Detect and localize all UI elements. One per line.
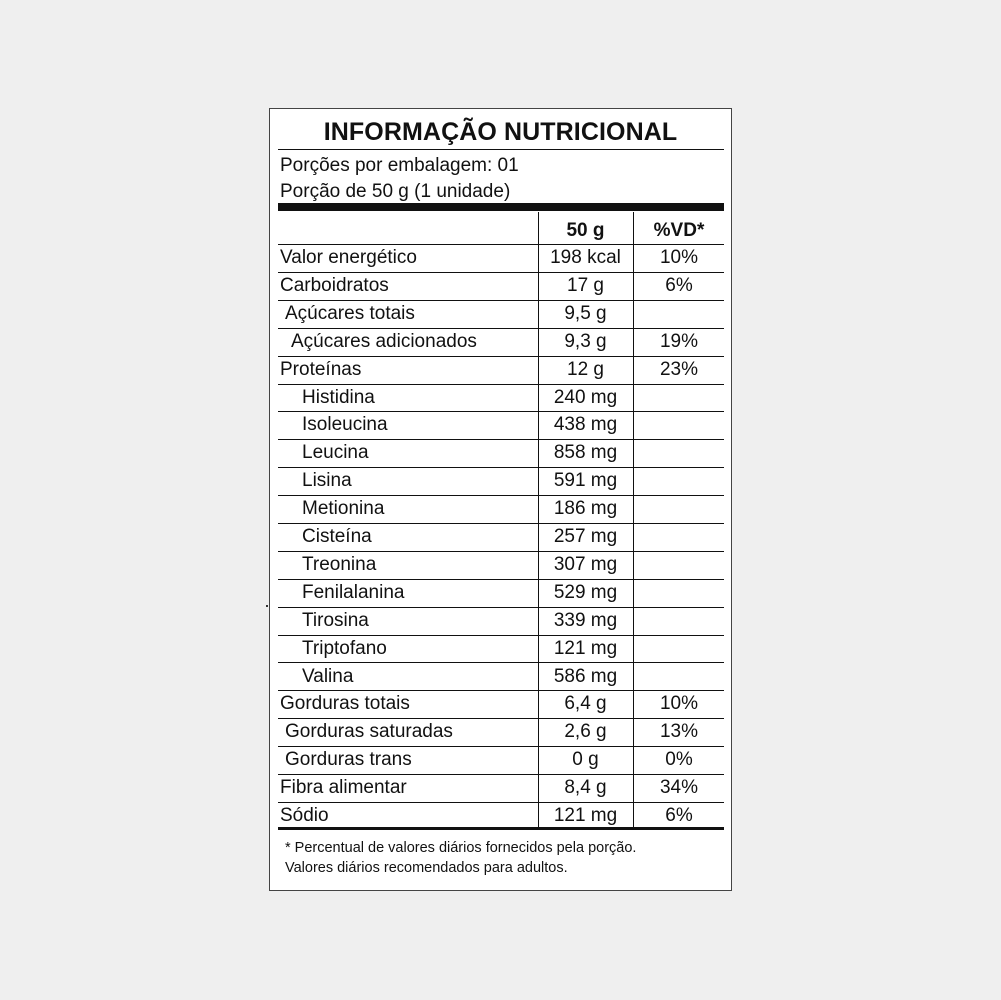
- nutrient-amount: 339 mg: [553, 609, 618, 631]
- stray-mark: [266, 605, 268, 607]
- nutrient-name: Valina: [302, 665, 354, 687]
- nutrient-name: Gorduras totais: [280, 693, 410, 715]
- nutrient-name: Valor energético: [280, 247, 417, 268]
- nutrient-amount: 438 mg: [553, 414, 618, 436]
- nutrient-name: Cisteína: [302, 526, 372, 547]
- nutrient-amount: 17 g: [567, 274, 604, 296]
- label-title: INFORMAÇÃO NUTRICIONAL: [323, 118, 678, 146]
- thick-divider: [278, 203, 724, 211]
- nutrient-amount: 307 mg: [553, 553, 618, 575]
- nutrient-daily-value: [634, 551, 724, 578]
- nutrient-name: Gorduras saturadas: [285, 721, 453, 743]
- footnote-adults: Valores diários recomendados para adultos.: [285, 860, 568, 876]
- nutrient-daily-value: [634, 523, 724, 550]
- nutrient-name: Leucina: [302, 442, 369, 464]
- nutrient-daily-value: [634, 384, 724, 411]
- nutrient-daily-value: [634, 411, 724, 438]
- footnote-percent: * Percentual de valores diários fornecidos pela porção.: [285, 840, 637, 856]
- column-header-daily-value: %VD*: [653, 220, 705, 241]
- nutrient-name: Treonina: [302, 553, 377, 575]
- nutrient-name: Isoleucina: [302, 414, 388, 436]
- nutrient-amount: 858 mg: [553, 442, 618, 464]
- nutrient-daily-value: 10%: [659, 693, 699, 715]
- nutrient-amount: 591 mg: [553, 470, 618, 492]
- nutrient-daily-value: 19%: [659, 330, 699, 352]
- servings-per-package: Porções por embalagem: 01: [280, 155, 519, 176]
- title-divider: [278, 149, 724, 150]
- table-bottom-divider: [278, 827, 724, 830]
- nutrient-name: Proteínas: [280, 358, 362, 380]
- nutrient-name: Lisina: [302, 470, 352, 492]
- nutrient-name: Sódio: [280, 805, 329, 826]
- nutrient-amount: 186 mg: [553, 498, 618, 520]
- nutrient-daily-value: [634, 467, 724, 494]
- serving-size: Porção de 50 g (1 unidade): [280, 181, 511, 202]
- nutrient-name: Carboidratos: [280, 274, 389, 296]
- nutrient-daily-value: [634, 607, 724, 634]
- nutrient-amount: 121 mg: [553, 637, 618, 659]
- nutrient-amount: 198 kcal: [550, 247, 621, 268]
- nutrient-daily-value: [634, 439, 724, 466]
- nutrient-daily-value: 6%: [665, 274, 693, 296]
- nutrient-amount: 529 mg: [553, 581, 618, 603]
- nutrient-daily-value: [634, 663, 724, 690]
- nutrient-name: Metionina: [302, 498, 385, 520]
- nutrient-daily-value: [634, 635, 724, 662]
- nutrient-name: Açúcares adicionados: [291, 330, 477, 352]
- nutrient-name: Fenilalanina: [302, 581, 405, 603]
- nutrient-amount: 6,4 g: [564, 693, 607, 715]
- nutrient-amount: 586 mg: [553, 665, 618, 687]
- column-header-amount: 50 g: [566, 220, 605, 241]
- nutrient-amount: 12 g: [567, 358, 604, 380]
- nutrient-amount: 240 mg: [553, 386, 618, 408]
- nutrient-name: Gorduras trans: [285, 749, 412, 771]
- nutrient-name: Açúcares totais: [285, 302, 415, 324]
- nutrient-amount: 121 mg: [553, 805, 618, 826]
- nutrient-daily-value: 13%: [659, 721, 699, 743]
- nutrient-daily-value: 6%: [665, 805, 693, 826]
- nutrient-daily-value: [634, 579, 724, 606]
- nutrient-amount: 9,5 g: [564, 302, 607, 324]
- nutrient-daily-value: 23%: [659, 358, 699, 380]
- nutrient-amount: 0 g: [572, 749, 599, 771]
- nutrient-name: Tirosina: [302, 609, 369, 631]
- nutrient-daily-value: 0%: [665, 749, 693, 771]
- nutrient-daily-value: [634, 300, 724, 327]
- nutrient-daily-value: 34%: [659, 777, 699, 799]
- nutrient-amount: 2,6 g: [564, 721, 607, 743]
- nutrient-daily-value: 10%: [659, 247, 699, 268]
- nutrient-amount: 9,3 g: [564, 330, 607, 352]
- nutrient-name: Histidina: [302, 386, 375, 408]
- nutrient-amount: 8,4 g: [564, 777, 607, 799]
- nutrient-name: Fibra alimentar: [280, 777, 407, 799]
- nutrient-amount: 257 mg: [553, 526, 618, 547]
- nutrient-name: Triptofano: [302, 637, 387, 659]
- nutrient-daily-value: [634, 495, 724, 522]
